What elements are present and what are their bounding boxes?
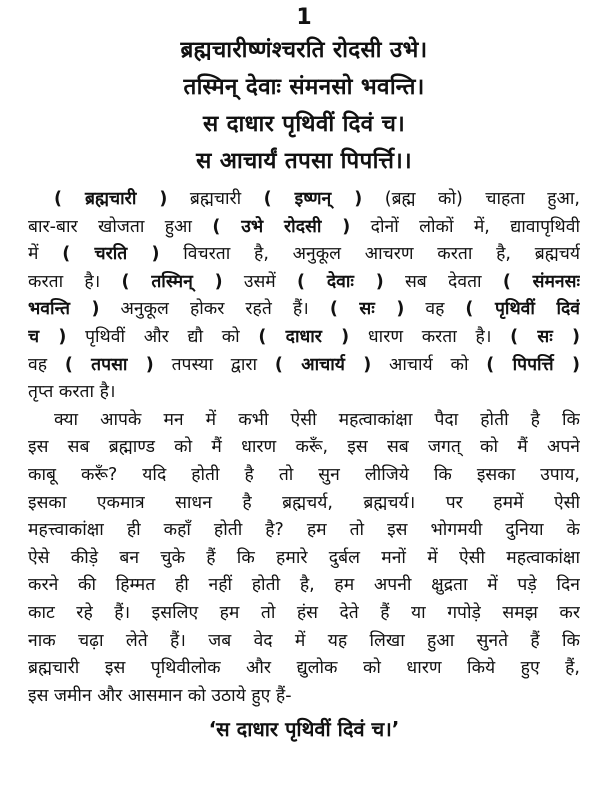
text-line: ब्रह्मचारी इस पृथिवीलोक और द्युलोक को धारण किये हुए हैं, [28,658,580,679]
text-line [28,324,580,352]
sanskrit-term: ( दाधार ) [258,326,350,347]
text-line [28,186,580,214]
meaning-text: बार-बार खोजता हुआ [28,216,213,237]
text-line: करने की हिम्मत ही नहीं होती है, हम अपनी क्षुद्रता में पड़े दिन [28,575,580,596]
sanskrit-term: ( ब्रह्मचारी ) [54,189,168,209]
verse-line: स दाधार पृथिवीं दिवं च। [202,111,406,137]
meaning-text: में [28,244,63,265]
meaning-text: करता है। [28,271,122,292]
word-meaning-paragraph [28,186,580,407]
verse-line: तस्मिन् देवाः संमनसो भवन्ति। [183,74,425,100]
page-number: 1 [296,5,312,30]
sanskrit-term: ( आचार्य ) [274,354,372,375]
sanskrit-term: भवन्ति ) [28,299,100,320]
text-line [28,269,580,297]
sanskrit-term: ( तपसा ) [64,354,154,375]
meaning-text: सब देवता [383,271,503,292]
meaning-text: पृथिवीं और द्यौ को [66,326,259,347]
verse-line: स आचार्यं तपसा पिपर्त्ति।। [196,148,412,174]
meaning-text: (ब्रह्म को) चाहता हुआ, [362,189,580,209]
meaning-text: दोनों लोकों में, द्यावापृथिवी [350,216,580,237]
sanskrit-term: ( पिपर्त्ति ) [486,354,580,375]
text-line: इस जमीन और आसमान को उठाये हुए हैं- [28,685,292,706]
text-line: ऐसे कीड़े बन चुके हैं कि हमारे दुर्बल मनों में ऐसी महत्वाकांक्षा [28,547,580,568]
sanskrit-term: ( तस्मिन् ) [121,271,223,292]
text-line [28,352,580,380]
meaning-text: आचार्य को [371,354,487,375]
sanskrit-term: ( चरति ) [62,244,160,265]
verse-line: ब्रह्मचारीष्णंश्चरति रोदसी उभे। [180,37,428,63]
meaning-text: विचरता है, अनुकूल आचरण करता है, ब्रह्मचर्य [159,244,580,265]
text-line [28,296,580,324]
sanskrit-term: ( सः ) [510,326,580,347]
meaning-text: अनुकूल होकर रहते हैं। [99,299,330,320]
text-line: काट रहे हैं। इसलिए हम तो हंस देते हैं या गपोड़े समझ कर [28,602,580,623]
sanskrit-term: ( उभे रोदसी ) [212,216,351,237]
meaning-text: तृप्त करता है। [28,382,116,403]
sanskrit-term: ( सः ) [329,299,405,320]
text-line: इस सब ब्रह्माण्ड को मैं धारण करूँ, इस सब जगत् को मैं अपने [28,437,580,458]
text-line [28,241,580,269]
mantra-verse [28,32,580,180]
sanskrit-term: ( इष्णन् ) [263,189,363,209]
text-line: नाक चढ़ा लेते हैं। जब वेद में यह लिखा हुआ सुनते हैं कि [28,630,580,651]
discussion-paragraph [28,407,580,711]
meaning-text: तपस्या द्वारा [153,354,275,375]
meaning-text: धारण करता है। [349,326,511,347]
meaning-text: वह [28,354,65,375]
text-line: क्या आपके मन में कभी ऐसी महत्वाकांक्षा पैदा होती है कि [54,409,580,430]
sanskrit-term: ( पृथिवीं दिवं [465,299,580,320]
sanskrit-term: ( देवाः ) [297,271,384,292]
sanskrit-term: ( संमनसः [502,271,580,292]
text-line [28,379,580,407]
meaning-text: ब्रह्मचारी [167,189,264,209]
text-line: महत्त्वाकांक्षा ही कहाँ होती है? हम तो इस भोगमयी दुनिया के [28,520,580,541]
text-line [28,214,580,242]
text-line: काबू करूँ? यदि होती है तो सुन लीजिये कि इसका उपाय, [28,464,580,485]
sanskrit-term: च ) [28,326,67,347]
meaning-text: वह [404,299,466,320]
meaning-text: उसमें [222,271,298,292]
closing-quote: ‘स दाधार पृथिवीं दिवं च।’ [208,717,400,742]
text-line: इसका एकमात्र साधन है ब्रह्मचर्य, ब्रह्मचर्य। पर हममें ऐसी [28,492,580,513]
